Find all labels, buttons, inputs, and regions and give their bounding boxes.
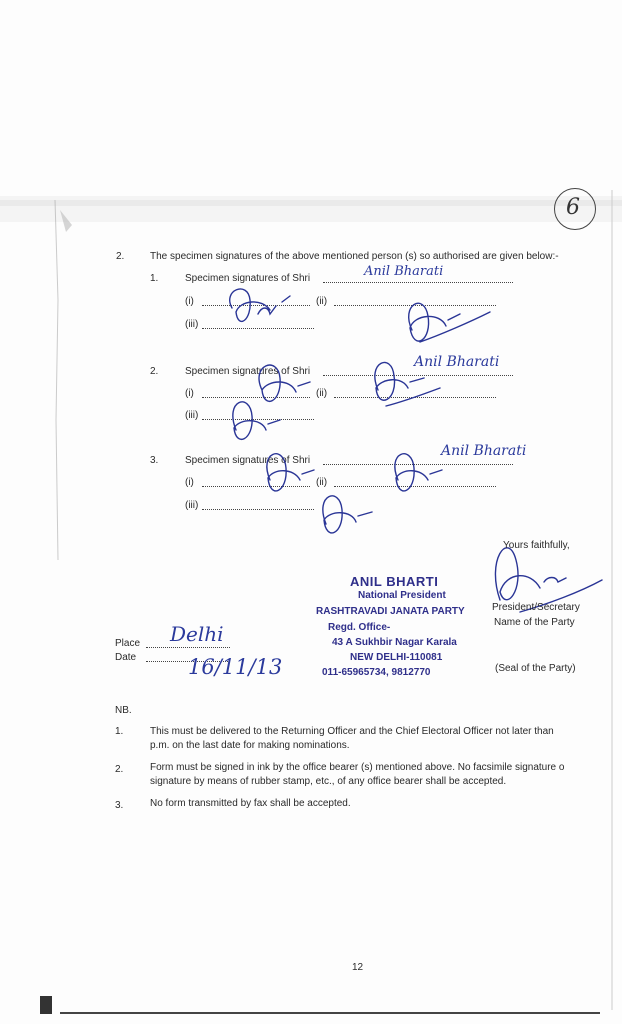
block-label: Specimen signatures of Shri: [185, 455, 311, 466]
page-number: 12: [352, 962, 364, 973]
label-i: (i): [185, 477, 194, 488]
block-number: 2.: [150, 366, 159, 377]
note-number: 3.: [115, 800, 124, 811]
label-iii: (iii): [185, 319, 199, 330]
label-i: (i): [185, 388, 194, 399]
stamp-title: National President: [358, 590, 446, 601]
stamp-address: 43 A Sukhbir Nagar Karala: [332, 637, 457, 648]
note-number: 2.: [115, 764, 124, 775]
note-text: This must be delivered to the Returning Officer and the Chief Electoral Officer not later than: [150, 726, 554, 737]
note-text: signature by means of rubber stamp, etc., of any office bearer shall be accepted.: [150, 776, 507, 787]
notes-heading: NB.: [115, 705, 132, 716]
note-text: No form transmitted by fax shall be accepted.: [150, 798, 351, 809]
stamp-city: NEW DELHI-110081: [350, 652, 443, 663]
place-label: Place: [115, 638, 141, 649]
label-ii: (ii): [316, 477, 328, 488]
date-label: Date: [115, 652, 137, 663]
handwritten-name: Anil Bharati: [414, 354, 500, 370]
block-label: Specimen signatures of Shri: [185, 366, 311, 377]
yours-faithfully: Yours faithfully,: [503, 540, 570, 551]
handwritten-name: Anil Bharati: [441, 443, 527, 459]
handwritten-name: Anil Bharati: [364, 264, 444, 279]
label-i: (i): [185, 296, 194, 307]
label-iii: (iii): [185, 500, 199, 511]
place-line: [146, 647, 230, 648]
block-label: Specimen signatures of Shri: [185, 273, 311, 284]
stamp-phone: 011-65965734, 9812770: [322, 667, 431, 678]
note-text: Form must be signed in ink by the office bearer (s) mentioned above. No facsimile signature o: [150, 762, 565, 773]
page-badge-number: 6: [566, 195, 580, 220]
section-number: 2.: [116, 251, 125, 262]
block-number: 3.: [150, 455, 159, 466]
label-ii: (ii): [316, 388, 328, 399]
section-intro: The specimen signatures of the above mentioned person (s) so authorised are given below:-: [150, 251, 559, 262]
name-of-party: Name of the Party: [494, 617, 575, 628]
stamp-party: RASHTRAVADI JANATA PARTY: [316, 606, 465, 617]
block-number: 1.: [150, 273, 159, 284]
seal-of-party: (Seal of the Party): [495, 663, 576, 674]
label-iii: (iii): [185, 410, 199, 421]
stamp-office: Regd. Office-: [328, 622, 391, 633]
note-text: p.m. on the last date for making nominations.: [150, 740, 350, 751]
note-number: 1.: [115, 726, 124, 737]
place-value: Delhi: [170, 622, 224, 646]
president-secretary: President/Secretary: [492, 602, 580, 613]
label-ii: (ii): [316, 296, 328, 307]
stamp-name: ANIL BHARTI: [350, 574, 439, 589]
date-value: 16/11/13: [188, 655, 283, 679]
